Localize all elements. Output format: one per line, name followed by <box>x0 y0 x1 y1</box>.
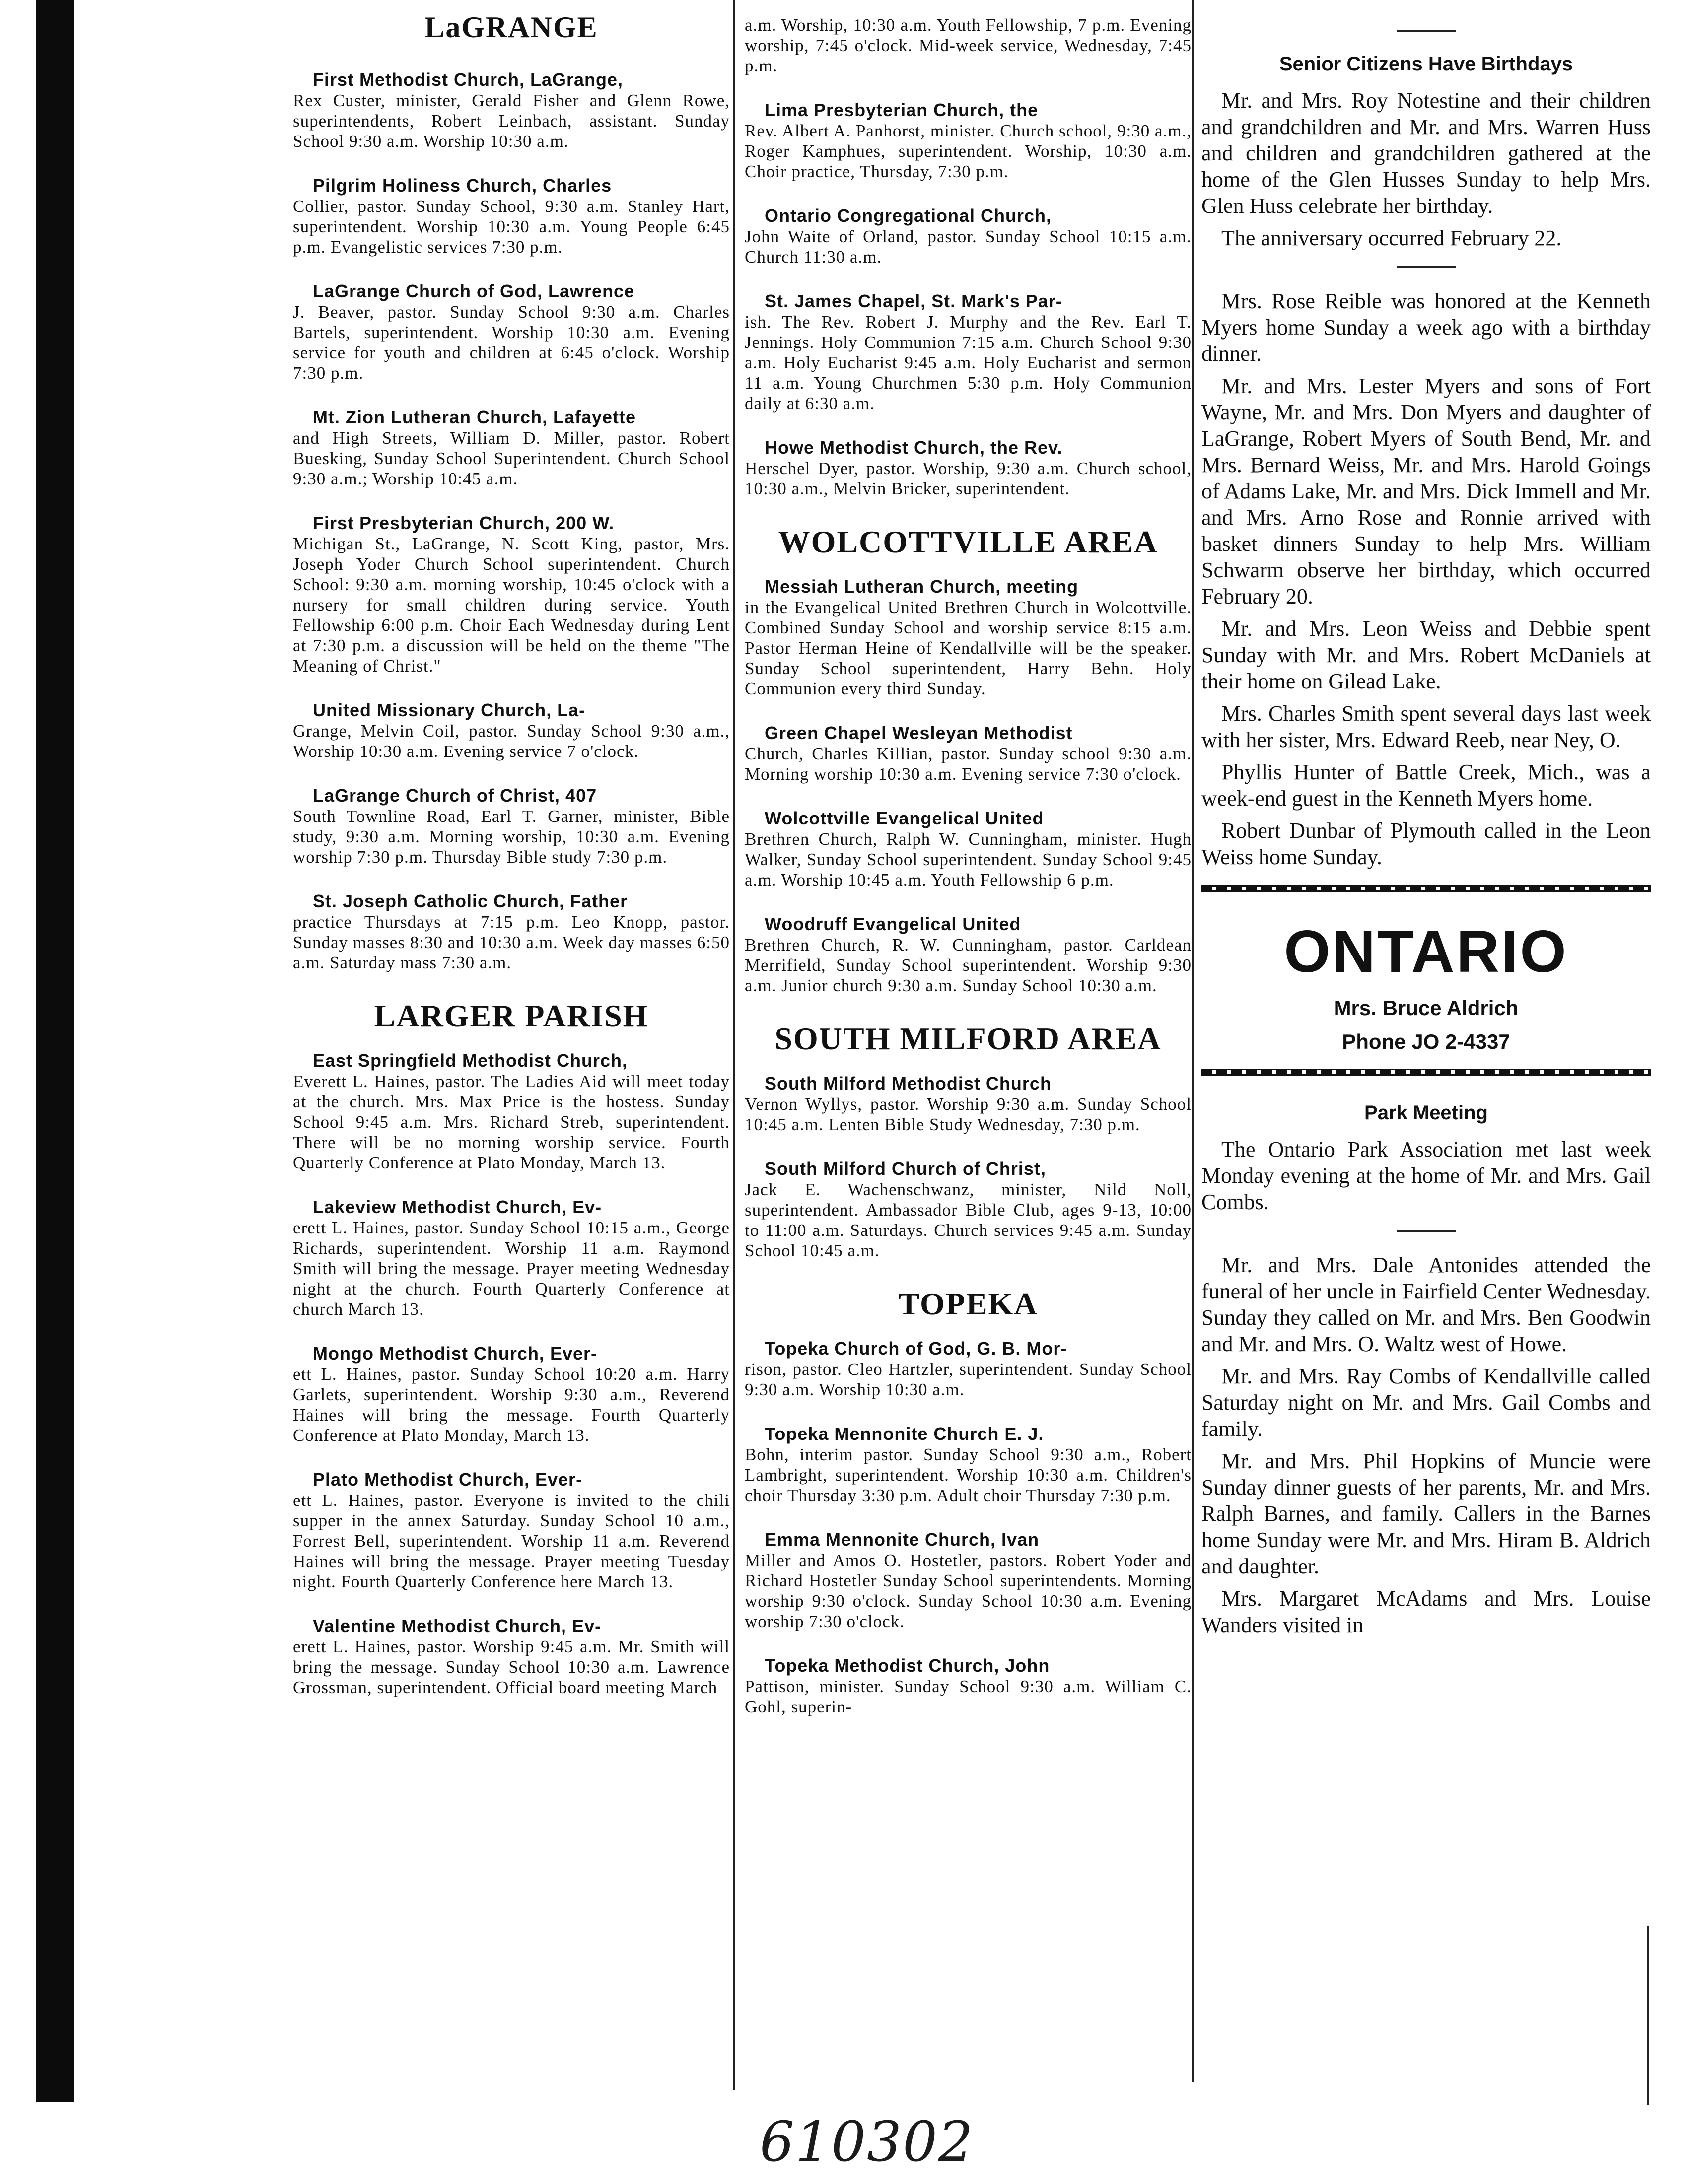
section-heading-topeka: TOPEKA <box>898 1286 1038 1321</box>
church-name: Ontario Congregational Church, <box>765 205 1052 226</box>
church-name: First Methodist Church, LaGrange, <box>313 69 624 90</box>
church-details: and High Streets, William D. Miller, pastor. Robert Buesking, Sunday School Superintendent. Church School 9:30 a.m.; Worship 10:45 a.m. <box>293 428 730 488</box>
church-name: St. James Chapel, St. Mark's Par- <box>765 291 1062 311</box>
church-entry <box>293 1343 730 1445</box>
church-name: Topeka Church of God, G. B. Mor- <box>765 1338 1067 1359</box>
church-name: Mt. Zion Lutheran Church, Lafayette <box>313 407 636 427</box>
church-details: Brethren Church, Ralph W. Cunningham, minister. Hugh Walker, Sunday School superintendent. Sunday School 9:45 a.m. Worship 10:45 a.m. Youth Fellowship 6 p.m. <box>745 829 1192 889</box>
church-name: Green Chapel Wesleyan Methodist <box>765 723 1073 743</box>
church-details: ett L. Haines, pastor. Sunday School 10:20 a.m. Harry Garlets, superintendent. Worship 9:30 a.m., Reverend Haines will bring the message. Fourth Quarterly Conference at Plato Monday, March 13. <box>293 1365 730 1445</box>
column-rule <box>1192 0 1194 2082</box>
church-entry <box>293 785 730 867</box>
column-social-news <box>1201 15 1651 1644</box>
church-name: First Presbyterian Church, 200 W. <box>313 513 615 533</box>
church-details: Miller and Amos O. Hostetler, pastors. Robert Yoder and Richard Hostetler Sunday School superintendents. Morning worship 9:30 o'clock. Sunday School 10:30 a.m. Evening worship 7:30 o'clock. <box>745 1551 1192 1631</box>
church-listings-wolcottville <box>745 576 1192 996</box>
news-paragraph: The anniversary occurred February 22. <box>1221 226 1562 250</box>
church-details: practice Thursdays at 7:15 p.m. Leo Knopp, pastor. Sunday masses 8:30 and 10:30 a.m. Week day masses 6:50 a.m. Saturday mass 7:30 a.m. <box>293 912 730 972</box>
social-news <box>1201 288 1651 870</box>
church-name: Lakeview Methodist Church, Ev- <box>313 1197 602 1217</box>
church-entry <box>745 100 1192 182</box>
headline-birthdays: Senior Citizens Have Birthdays <box>1279 53 1573 75</box>
decorative-divider <box>1201 885 1651 892</box>
church-name: South Milford Church of Christ, <box>765 1159 1046 1179</box>
news-paragraph: Mrs. Rose Reible was honored at the Kenneth Myers home Sunday a week ago with a birthday dinner. <box>1201 289 1651 366</box>
church-entry <box>745 205 1192 267</box>
church-name: Messiah Lutheran Church, meeting <box>765 576 1079 597</box>
column-rule <box>733 0 735 2090</box>
church-entry <box>745 1073 1192 1135</box>
church-entry <box>745 723 1192 784</box>
church-listings-continued <box>745 15 1192 499</box>
section-heading-wolcottville: WOLCOTTVILLE AREA <box>778 524 1158 559</box>
church-name: St. Joseph Catholic Church, Father <box>313 891 628 911</box>
church-details: John Waite of Orland, pastor. Sunday School 10:15 a.m. Church 11:30 a.m. <box>745 227 1192 267</box>
news-paragraph: Mrs. Margaret McAdams and Mrs. Louise Wanders visited in <box>1201 1586 1651 1637</box>
church-entry <box>745 1159 1192 1261</box>
church-name: Pilgrim Holiness Church, Charles <box>313 175 612 196</box>
news-paragraph: Mr. and Mrs. Phil Hopkins of Muncie were Sunday dinner guests of her parents, Mr. and Mrs. Ralph Barnes, and family. Callers in the Barnes home Sunday were Mr. and Mrs. Hiram B. Aldrich and daughter. <box>1201 1449 1651 1578</box>
church-entry <box>293 1469 730 1592</box>
church-details: Brethren Church, R. W. Cunningham, pastor. Carldean Merrifield, Sunday School superintendent. Worship 9:30 a.m. Junior church 9:30 a.m. Sunday School 10:30 a.m. <box>745 935 1192 995</box>
church-details: Jack E. Wachenschwanz, minister, Nild Noll, superintendent. Ambassador Bible Club, ages 9-13, 10:00 to 11:00 a.m. Saturdays. Church services 9:45 a.m. Sunday School 10:45 a.m. <box>745 1180 1192 1260</box>
church-entry <box>293 175 730 257</box>
news-paragraph: Mr. and Mrs. Dale Antonides attended the funeral of her uncle in Fairfield Center Wednesday. Sunday they called on Mr. and Mrs. Ben Goodwin and Mr. and Mrs. O. Waltz west of Howe. <box>1201 1253 1651 1356</box>
church-listings-topeka <box>745 1338 1192 1717</box>
church-entry <box>293 407 730 489</box>
church-name: Woodruff Evangelical United <box>765 914 1021 934</box>
church-details: South Townline Road, Earl T. Garner, minister, Bible study, 9:30 a.m. Morning worship, 10:30 a.m. Evening worship 7:30 p.m. Thursday Bible study 7:30 p.m. <box>293 807 730 867</box>
church-listings-south-milford <box>745 1073 1192 1261</box>
church-entry <box>745 1338 1192 1400</box>
church-entry <box>293 700 730 761</box>
church-details: ett L. Haines, pastor. Everyone is invited to the chili supper in the annex Saturday. Sunday School 10 a.m., Forrest Bell, superintendent. Worship 11 a.m. Reverend Haines will bring the message. Prayer meeting Tuesday night. Fourth Quarterly Conference here March 13. <box>293 1491 730 1591</box>
church-details: Vernon Wyllys, pastor. Worship 9:30 a.m. Sunday School 10:45 a.m. Lenten Bible Study Wednesday, 7:30 p.m. <box>745 1094 1192 1134</box>
church-details: a.m. Worship, 10:30 a.m. Youth Fellowship, 7 p.m. Evening worship, 7:45 o'clock. Mid-week service, Wednesday, 7:45 p.m. <box>745 15 1192 75</box>
news-paragraph: The Ontario Park Association met last week Monday evening at the home of Mr. and Mrs. Gail Combs. <box>1201 1137 1651 1214</box>
church-details: Rex Custer, minister, Gerald Fisher and Glenn Rowe, superintendents, Robert Leinbach, assistant. Sunday School 9:30 a.m. Worship 10:30 a.m. <box>293 91 730 151</box>
church-details: Grange, Melvin Coil, pastor. Sunday School 9:30 a.m., Worship 10:30 a.m. Evening service 7 o'clock. <box>293 721 730 761</box>
birthday-news <box>1201 87 1651 251</box>
park-meeting-news <box>1201 1136 1651 1215</box>
section-heading-south-milford: SOUTH MILFORD AREA <box>774 1021 1162 1056</box>
church-entry <box>745 576 1192 699</box>
church-details: in the Evangelical United Brethren Church in Wolcottville. Combined Sunday School and worship service 8:15 a.m. Pastor Herman Heine of Kendallville will be the speaker. Sunday School superintendent, Harry Behn. Holy Communion every third Sunday. <box>745 598 1192 698</box>
church-name: LaGrange Church of God, Lawrence <box>313 281 635 301</box>
church-details: Collier, pastor. Sunday School, 9:30 a.m. Stanley Hart, superintendent. Worship 10:30 a.m. Young People 6:45 p.m. Evangelistic services 7:30 p.m. <box>293 197 730 257</box>
ontario-news <box>1201 1252 1651 1638</box>
church-details: Everett L. Haines, pastor. The Ladies Aid will meet today at the church. Mrs. Max Price is the hostess. Sunday School 9:45 a.m. Mrs. Richard Streb, superintendent. There will be no morning worship service. Fourth Quarterly Conference at Plato Monday, March 13. <box>293 1072 730 1172</box>
church-entry <box>745 1529 1192 1632</box>
section-heading-larger-parish: LARGER PARISH <box>374 998 649 1033</box>
church-entry <box>293 1616 730 1698</box>
church-details: Bohn, interim pastor. Sunday School 9:30 a.m., Robert Lambright, superintendent. Worship 10:30 a.m. Children's choir Thursday 3:30 p.m. Adult choir Thursday 7:30 p.m. <box>745 1445 1192 1505</box>
news-paragraph: Mr. and Mrs. Ray Combs of Kendallville called Saturday night on Mr. and Mrs. Gail Combs and family. <box>1201 1364 1651 1441</box>
church-details: erett L. Haines, pastor. Worship 9:45 a.m. Mr. Smith will bring the message. Sunday School 10:30 a.m. Lawrence Grossman, superintendent. Official board meeting March <box>293 1637 730 1697</box>
church-details: Rev. Albert A. Panhorst, minister. Church school, 9:30 a.m., Roger Kamphues, superintendent. Worship, 10:30 a.m. Choir practice, Thursday, 7:30 p.m. <box>745 121 1192 181</box>
section-heading-ontario: ONTARIO <box>1284 918 1568 985</box>
church-entry <box>293 69 730 151</box>
church-entry <box>745 808 1192 890</box>
church-name: Mongo Methodist Church, Ever- <box>313 1343 597 1364</box>
church-name: East Springfield Methodist Church, <box>313 1050 628 1071</box>
column-lagrange <box>293 15 730 1721</box>
church-entry <box>745 1424 1192 1505</box>
church-entry <box>745 1655 1192 1717</box>
church-name: Wolcottville Evangelical United <box>765 808 1044 828</box>
church-details: Church, Charles Killian, pastor. Sunday school 9:30 a.m. Morning worship 10:30 a.m. Evening service 7:30 o'clock. <box>745 744 1192 784</box>
church-name: Topeka Mennonite Church E. J. <box>765 1424 1044 1444</box>
news-paragraph: Robert Dunbar of Plymouth called in the Leon Weiss home Sunday. <box>1201 819 1651 869</box>
headline-park-meeting: Park Meeting <box>1364 1102 1488 1124</box>
column-churches <box>745 15 1192 1741</box>
church-listings-lagrange <box>293 69 730 973</box>
church-entry <box>745 437 1192 499</box>
church-name: Emma Mennonite Church, Ivan <box>765 1529 1040 1550</box>
church-listings-larger-parish <box>293 1050 730 1698</box>
divider <box>1397 266 1456 268</box>
section-heading-lagrange: LaGRANGE <box>424 15 598 44</box>
church-entry <box>293 513 730 676</box>
decorative-divider <box>1201 1069 1651 1076</box>
news-paragraph: Mrs. Charles Smith spent several days last week with her sister, Mrs. Edward Reeb, near Ney, O. <box>1201 701 1651 752</box>
church-entry <box>745 15 1192 76</box>
scan-edge-shadow <box>36 0 74 2102</box>
news-paragraph: Mr. and Mrs. Roy Notestine and their children and grandchildren and Mr. and Mrs. Warren Huss and children and grandchildren gathered at the home of the Glen Husses Sunday to help Mrs. Glen Huss celebrate her birthday. <box>1201 88 1651 218</box>
correspondent-name: Mrs. Bruce Aldrich <box>1334 996 1519 1020</box>
church-entry <box>745 291 1192 413</box>
church-name: Topeka Methodist Church, John <box>765 1655 1050 1676</box>
news-paragraph: Mr. and Mrs. Lester Myers and sons of Fort Wayne, Mr. and Mrs. Don Myers and daughter of LaGrange, Robert Myers of South Bend, Mr. and Mrs. Bernard Weiss, Mr. and Mrs. Harold Goings of Adams Lake, Mr. and Mrs. Dick Immell and Mr. and Mrs. Arno Rose and Ronnie arrived with basket dinners Sunday to help Mrs. William Schwarm observe her birthday, which occurred February 20. <box>1201 374 1651 609</box>
church-details: Michigan St., LaGrange, N. Scott King, pastor, Mrs. Joseph Yoder Church School superintendent. Church School: 9:30 a.m. morning worship, 10:45 o'clock with a nursery for small children during service. Youth Fellowship 6:00 p.m. Choir Each Wednesday during Lent at 7:30 p.m. a discussion will be held on the theme "The Meaning of Christ." <box>293 534 730 676</box>
column-rule <box>1647 1926 1649 2105</box>
church-name: LaGrange Church of Christ, 407 <box>313 785 597 806</box>
news-paragraph: Phyllis Hunter of Battle Creek, Mich., was a week-end guest in the Kenneth Myers home. <box>1201 760 1651 811</box>
church-name: Lima Presbyterian Church, the <box>765 100 1039 120</box>
church-name: United Missionary Church, La- <box>313 700 586 720</box>
church-entry <box>745 914 1192 996</box>
church-name: Howe Methodist Church, the Rev. <box>765 437 1063 458</box>
church-entry <box>293 1197 730 1319</box>
church-name: South Milford Methodist Church <box>765 1073 1052 1093</box>
church-details: Pattison, minister. Sunday School 9:30 a.m. William C. Gohl, superin- <box>745 1677 1192 1716</box>
church-entry <box>293 281 730 383</box>
divider <box>1397 30 1456 32</box>
handwritten-archive-number: 610302 <box>760 2110 974 2174</box>
church-name: Plato Methodist Church, Ever- <box>313 1469 583 1490</box>
church-details: Herschel Dyer, pastor. Worship, 9:30 a.m. Church school, 10:30 a.m., Melvin Bricker, superintendent. <box>745 459 1192 498</box>
church-details: erett L. Haines, pastor. Sunday School 10:15 a.m., George Richards, superintendent. Worship 11 a.m. Raymond Smith will bring the message. Prayer meeting Wednesday night at the church. Fourth Quarterly Conference at church March 13. <box>293 1218 730 1319</box>
church-details: rison, pastor. Cleo Hartzler, superintendent. Sunday School 9:30 a.m. Worship 10:30 a.m. <box>745 1360 1192 1399</box>
church-details: ish. The Rev. Robert J. Murphy and the Rev. Earl T. Jennings. Holy Communion 7:15 a.m. Church School 9:30 a.m. Holy Eucharist 9:45 a.m. Holy Eucharist and sermon 11 a.m. Young Churchmen 5:30 p.m. Holy Communion daily at 6:30 a.m. <box>745 312 1192 413</box>
church-details: J. Beaver, pastor. Sunday School 9:30 a.m. Charles Bartels, superintendent. Worship 10:30 a.m. Evening service for youth and children at 6:45 o'clock. Worship 7:30 p.m. <box>293 302 730 383</box>
news-paragraph: Mr. and Mrs. Leon Weiss and Debbie spent Sunday with Mr. and Mrs. Robert McDaniels at their home on Gilead Lake. <box>1201 616 1651 693</box>
correspondent-phone: Phone JO 2-4337 <box>1342 1030 1510 1053</box>
divider <box>1397 1230 1456 1232</box>
church-name: Valentine Methodist Church, Ev- <box>313 1616 602 1636</box>
church-entry <box>293 891 730 973</box>
church-entry <box>293 1050 730 1173</box>
